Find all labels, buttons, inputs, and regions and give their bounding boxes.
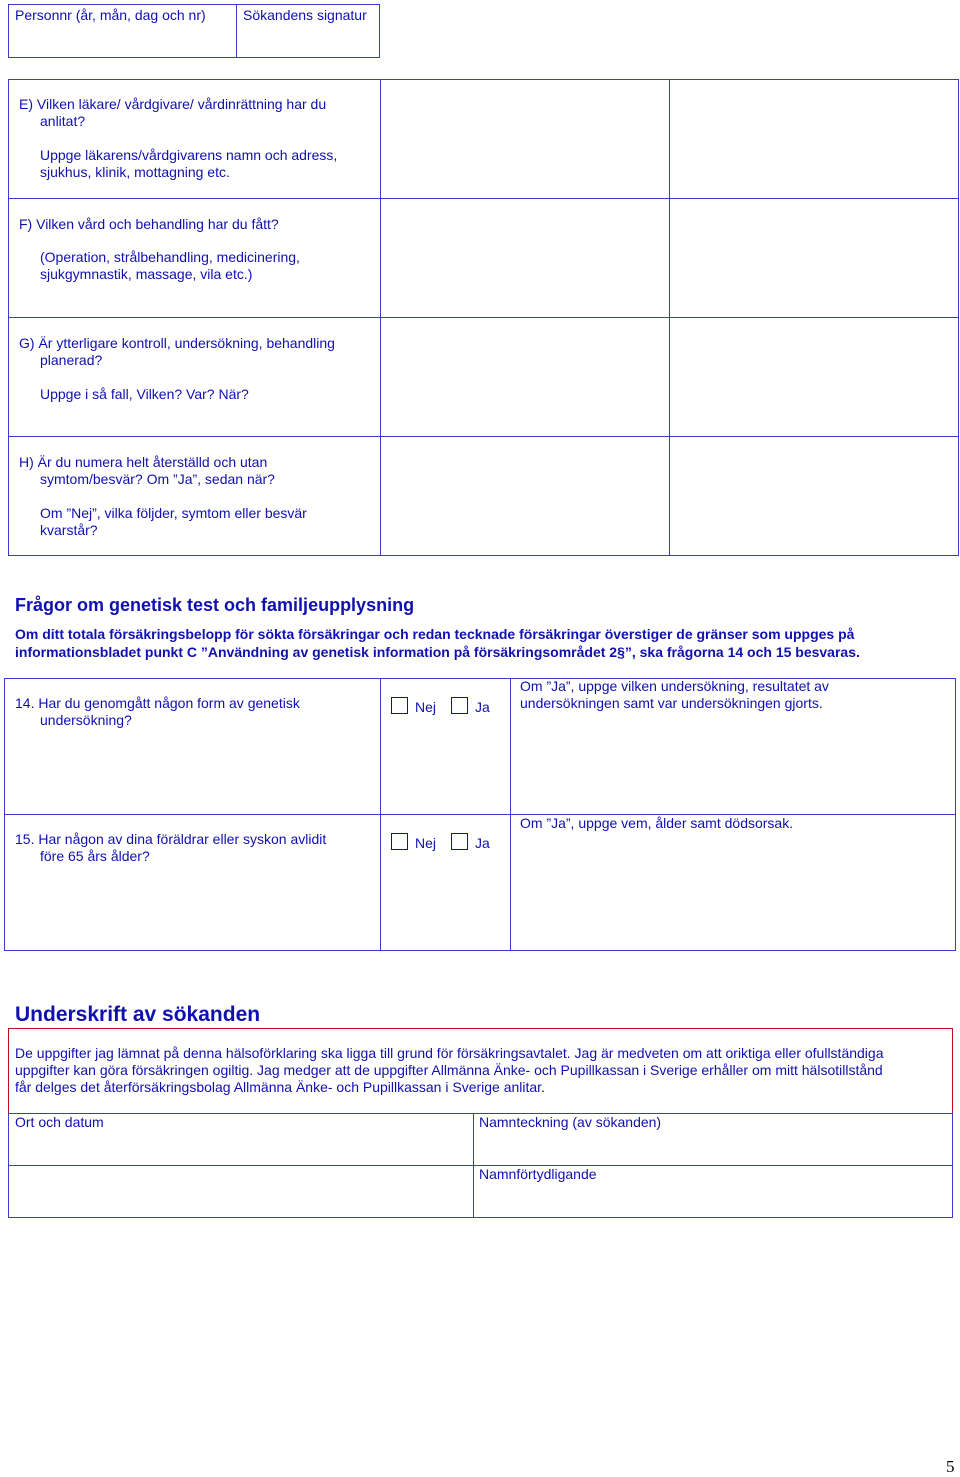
question-e-answer-1[interactable] — [380, 79, 670, 199]
question-g-sub-1: Uppge i så fall, Vilken? Var? När? — [40, 386, 249, 402]
q15-yes-checkbox[interactable] — [451, 833, 468, 850]
question-g-answer-2[interactable] — [669, 317, 959, 437]
question-h-answer-1[interactable] — [380, 436, 670, 556]
q14-question-1: 14. Har du genomgått någon form av genetisk — [15, 695, 300, 711]
question-h-text-2: symtom/besvär? Om ”Ja”, sedan när? — [40, 471, 275, 487]
q15-followup-1: Om ”Ja”, uppge vem, ålder samt dödsorsak. — [520, 815, 794, 831]
q14-yes-checkbox[interactable] — [451, 697, 468, 714]
question-e-sub-2: sjukhus, klinik, mottagning etc. — [40, 164, 230, 180]
place-date-label: Ort och datum — [15, 1114, 104, 1130]
signature-empty-field[interactable] — [8, 1165, 474, 1218]
name-signature-label: Namnteckning (av sökanden) — [479, 1114, 662, 1130]
q15-no-checkbox[interactable] — [391, 833, 408, 850]
q14-no-label: Nej — [415, 699, 437, 715]
question-g-text-1: G) Är ytterligare kontroll, undersökning, behandling — [19, 335, 335, 351]
q15-yes-label: Ja — [475, 835, 490, 851]
consent-text-line-3: får delges det återförsäkringsbolag Allmänna Änke- och Pupillkassan i Sverige anlitar. — [15, 1079, 545, 1095]
q15-question-1: 15. Har någon av dina föräldrar eller syskon avlidit — [15, 831, 327, 847]
question-e-sub-1: Uppge läkarens/vårdgivarens namn och adress, — [40, 147, 338, 163]
q15-no-label: Nej — [415, 835, 437, 851]
genetics-intro-line-1: Om ditt totala försäkringsbelopp för sökta försäkringar och redan tecknade försäkringar överstiger de gränser som uppges på — [15, 626, 855, 642]
question-f-sub-1: (Operation, strålbehandling, medicinering, — [40, 249, 300, 265]
q15-answer-cell[interactable] — [510, 814, 956, 951]
q14-followup-2: undersökningen samt var undersökningen gjorts. — [520, 695, 823, 711]
personnr-label: Personnr (år, mån, dag och nr) — [15, 7, 206, 23]
q15-question-2: före 65 års ålder? — [40, 848, 150, 864]
consent-text-line-2: uppgifter kan göra försäkringen ogiltig. Jag medger att de uppgifter Allmänna Änke- och Pupillkassan i Sverige erhåller om mitt hälsotillstånd — [15, 1062, 883, 1078]
question-f-text-1: F) Vilken vård och behandling har du fått? — [19, 216, 279, 232]
question-g-answer-1[interactable] — [380, 317, 670, 437]
question-h-answer-2[interactable] — [669, 436, 959, 556]
question-f-answer-2[interactable] — [669, 198, 959, 318]
consent-text-line-1: De uppgifter jag lämnat på denna hälsoförklaring ska ligga till grund för försäkringsavtalet. Jag är medveten om att oriktiga eller ofullständiga — [15, 1045, 884, 1061]
q14-no-checkbox[interactable] — [391, 697, 408, 714]
genetics-intro-line-2: informationsbladet punkt C ”Användning av genetisk information på försäkringsområdet 2§”, ska frågorna 14 och 15 besvaras. — [15, 644, 860, 660]
question-h-sub-2: kvarstår? — [40, 522, 98, 538]
question-e-text-1: E) Vilken läkare/ vårdgivare/ vårdinrättning har du — [19, 96, 327, 112]
question-f-sub-2: sjukgymnastik, massage, vila etc.) — [40, 266, 253, 282]
signature-section-title: Underskrift av sökanden — [15, 1003, 261, 1026]
genetics-section-title: Frågor om genetisk test och familjeupplysning — [15, 595, 415, 615]
q14-yes-label: Ja — [475, 699, 490, 715]
question-h-sub-1: Om ”Nej”, vilka följder, symtom eller besvär — [40, 505, 307, 521]
question-e-answer-2[interactable] — [669, 79, 959, 199]
q14-question-2: undersökning? — [40, 712, 132, 728]
q14-followup-1: Om ”Ja”, uppge vilken undersökning, resultatet av — [520, 678, 829, 694]
question-e-text-2: anlitat? — [40, 113, 86, 129]
page-number: 5 — [946, 1457, 955, 1476]
name-clarification-label: Namnförtydligande — [479, 1166, 597, 1182]
signature-label: Sökandens signatur — [243, 7, 367, 23]
question-f-answer-1[interactable] — [380, 198, 670, 318]
question-g-text-2: planerad? — [40, 352, 103, 368]
question-h-text-1: H) Är du numera helt återställd och utan — [19, 454, 268, 470]
